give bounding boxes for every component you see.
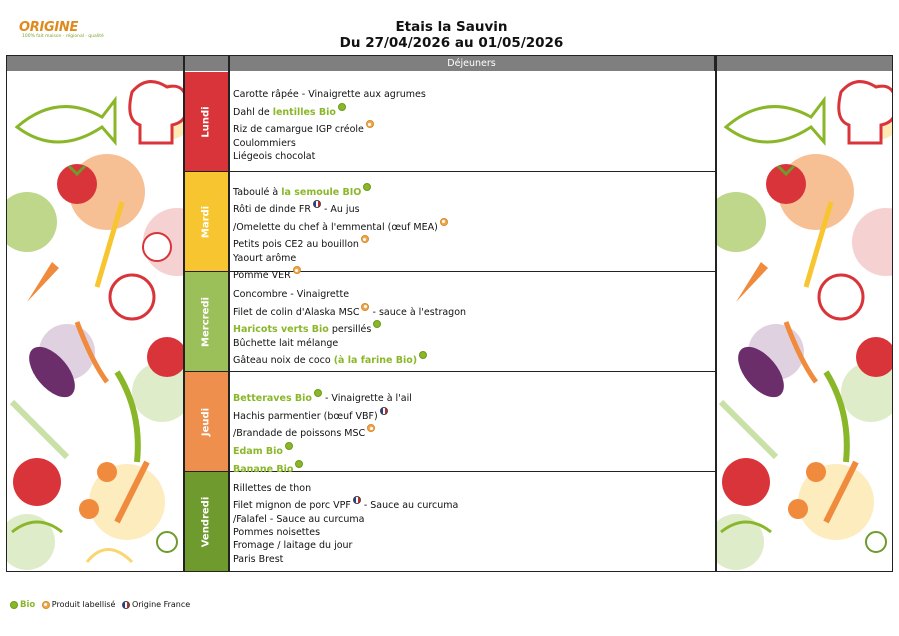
menu-item <box>233 554 715 566</box>
label-icon <box>366 120 374 128</box>
right-food-illustration <box>716 72 892 571</box>
menu-text: Liégeois chocolat <box>233 151 316 163</box>
menu-item <box>233 235 715 251</box>
right-header-spacer <box>716 56 892 71</box>
menu-text: /Brandade de poissons MSC <box>233 428 366 440</box>
bio-text: (à la farine Bio) <box>333 355 418 367</box>
menu-text: /Falafel - Sauce au curcuma <box>233 513 365 525</box>
bio-icon <box>295 460 303 468</box>
left-food-illustration <box>7 72 184 571</box>
france-flag-icon <box>380 407 388 415</box>
menu-text: persillés <box>328 324 372 336</box>
legend-origin: Origine France <box>131 600 191 609</box>
menu-text: Filet de colin d'Alaska MSC <box>233 306 360 318</box>
divider <box>183 56 185 572</box>
bio-icon <box>10 601 18 609</box>
bio-text: lentilles Bio <box>272 106 336 118</box>
legend-label: Produit labellisé <box>51 600 116 609</box>
menu-text: Filet mignon de porc VPF <box>233 500 351 512</box>
menu-item <box>233 527 715 539</box>
divider <box>715 56 717 572</box>
menu-item <box>233 103 715 119</box>
menu-item <box>233 514 715 526</box>
bio-icon <box>314 389 322 397</box>
left-header-spacer <box>7 56 184 71</box>
menu-item <box>233 442 715 458</box>
menu-item <box>233 424 715 440</box>
menu-item <box>233 389 715 405</box>
bio-text: Betteraves Bio <box>233 393 312 405</box>
menu-text: - Au jus <box>320 204 360 216</box>
menu-item <box>233 407 715 423</box>
bio-icon <box>419 351 427 359</box>
bio-text: Edam Bio <box>233 446 283 458</box>
menu-item <box>233 151 715 163</box>
legend-bio: Bio <box>20 600 36 610</box>
menu-cell-mardi <box>229 172 715 282</box>
bio-icon <box>363 183 371 191</box>
menu-item <box>233 218 715 234</box>
menu-text: Riz de camargue IGP créole <box>233 124 364 136</box>
day-cell-lundi <box>184 72 228 172</box>
legend <box>10 600 190 610</box>
menu-item <box>233 320 715 336</box>
menu-item <box>233 303 715 319</box>
menu-item <box>233 200 715 216</box>
menu-item <box>233 483 715 495</box>
menu-item <box>233 351 715 367</box>
label-icon <box>42 601 50 609</box>
day-cell-mercredi <box>184 272 228 372</box>
menu-text: Dahl de <box>233 106 273 118</box>
menu-item <box>233 289 715 301</box>
menu-item <box>233 338 715 350</box>
day-cell-vendredi <box>184 472 228 572</box>
menu-text: Taboulé à <box>233 186 282 198</box>
menu-text: Yaourt arôme <box>233 252 297 264</box>
menu-text: - sauce à l'estragon <box>369 306 467 318</box>
menu-text: - Vinaigrette à l'ail <box>321 393 412 405</box>
menu-title <box>0 19 899 51</box>
menu-text: Pomme VER <box>233 270 291 282</box>
column-header-dejeuners: Déjeuners <box>229 56 715 71</box>
menu-text: Bûchette lait mélange <box>233 337 339 349</box>
menu-text: Petits pois CE2 au bouillon <box>233 239 359 251</box>
bio-text: Banane Bio <box>233 463 294 475</box>
france-flag-icon <box>122 601 130 609</box>
logo-wordmark: ORIGINE <box>19 20 79 35</box>
menu-item <box>233 496 715 512</box>
menu-item <box>233 183 715 199</box>
site-name: Etais la Sauvin <box>395 19 508 35</box>
menu-item <box>233 138 715 150</box>
menu-text: /Omelette du chef à l'emmental (œuf MEA) <box>233 221 438 233</box>
menu-cell-mercredi <box>229 272 715 372</box>
day-label: Lundi <box>200 105 212 138</box>
day-label: Jeudi <box>200 407 212 436</box>
day-label: Mercredi <box>200 296 212 347</box>
menu-text: Paris Brest <box>233 553 284 565</box>
day-cell-jeudi <box>184 372 228 472</box>
menu-cell-jeudi <box>229 372 715 475</box>
menu-item <box>233 120 715 136</box>
bio-text: Haricots verts Bio <box>233 324 329 336</box>
divider <box>228 56 230 572</box>
label-icon <box>440 218 448 226</box>
menu-text: Concombre - Vinaigrette <box>233 289 350 301</box>
menu-text: Fromage / laitage du jour <box>233 540 353 552</box>
bio-icon <box>338 103 346 111</box>
menu-text: Rillettes de thon <box>233 482 312 494</box>
menu-period: Du 27/04/2026 au 01/05/2026 <box>339 35 564 51</box>
menu-text: Carotte râpée - Vinaigrette aux agrumes <box>233 89 426 101</box>
label-icon <box>361 235 369 243</box>
menu-item <box>233 540 715 552</box>
menu-text: Pommes noisettes <box>233 526 321 538</box>
day-label: Vendredi <box>200 496 212 547</box>
france-flag-icon <box>353 496 361 504</box>
france-flag-icon <box>313 200 321 208</box>
day-header-spacer <box>185 56 229 71</box>
day-label: Mardi <box>200 205 212 238</box>
menu-item <box>233 253 715 265</box>
bio-icon <box>373 320 381 328</box>
menu-item <box>233 89 715 101</box>
bio-icon <box>285 442 293 450</box>
menu-cell-lundi <box>229 72 715 172</box>
menu-text: - Sauce au curcuma <box>360 500 459 512</box>
label-icon <box>367 424 375 432</box>
menu-text: Hachis parmentier (bœuf VBF) <box>233 410 378 422</box>
menu-text: Coulommiers <box>233 137 296 149</box>
menu-text: Rôti de dinde FR <box>233 204 311 216</box>
menu-text: Gâteau noix de coco <box>233 355 334 367</box>
bio-text: la semoule BIO <box>281 186 362 198</box>
menu-cell-vendredi <box>229 472 715 572</box>
logo-tagline: 100% fait maison · régional · qualité <box>22 34 104 39</box>
day-cell-mardi <box>184 172 228 272</box>
